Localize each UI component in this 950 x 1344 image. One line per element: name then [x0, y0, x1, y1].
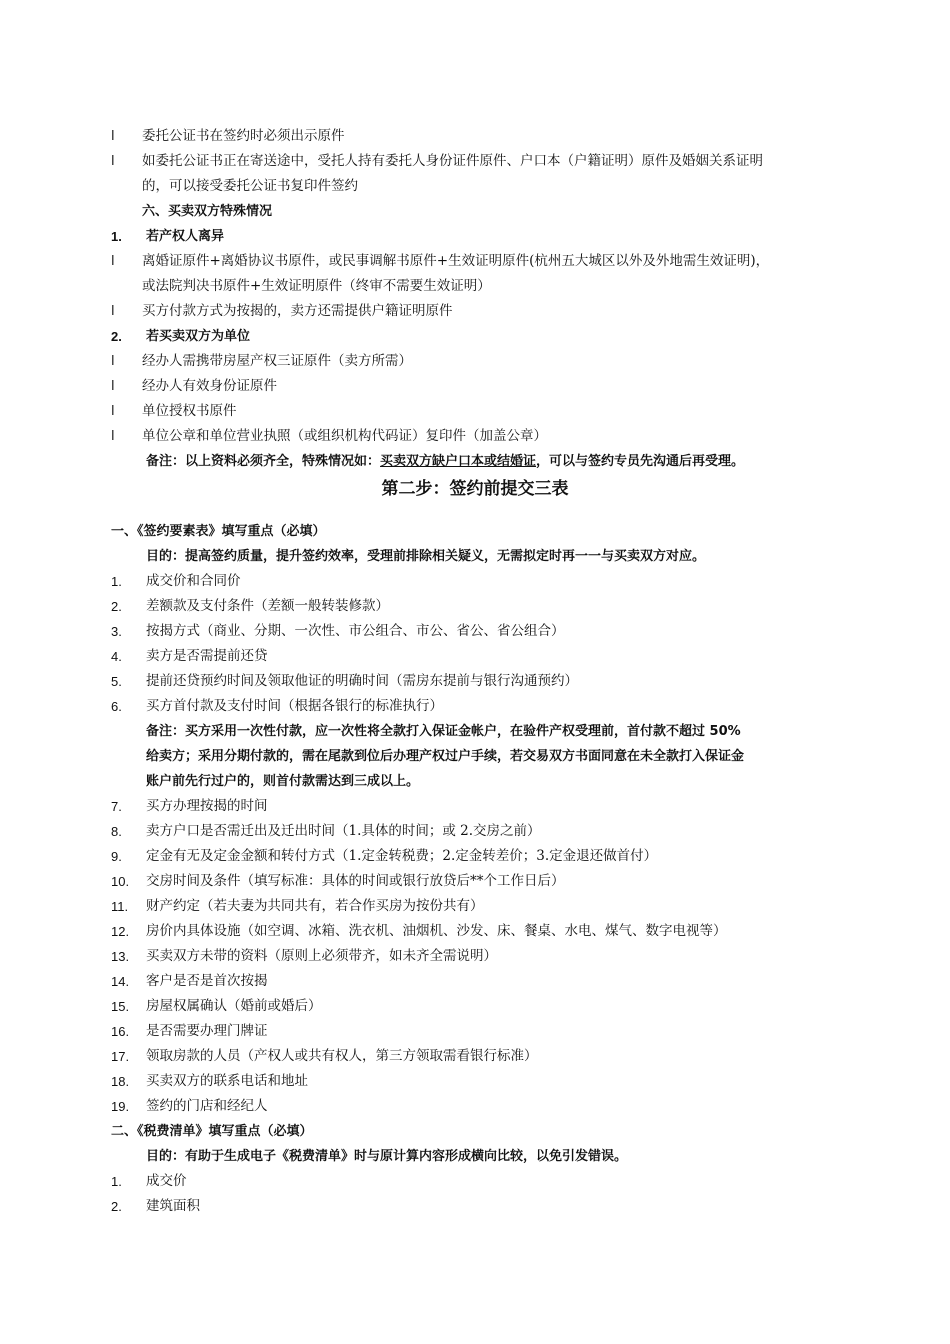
list-item-text: 买方付款方式为按揭的，卖方还需提供户籍证明原件 [142, 303, 453, 319]
item-text: 成交价 [146, 1173, 187, 1189]
item-number: 9. [111, 849, 122, 864]
item-number: 2. [111, 599, 122, 614]
item-number: 16. [111, 1024, 130, 1039]
bullet-marker: l [111, 379, 115, 394]
item-text: 卖方是否需提前还贷 [146, 648, 268, 664]
item-number: 18. [111, 1074, 130, 1089]
item-text: 买方首付款及支付时间（根据各银行的标准执行） [146, 698, 443, 714]
item-number: 5. [111, 674, 122, 689]
list-item-text: 或法院判决书原件+生效证明原件（终审不需要生效证明） [142, 278, 491, 294]
purpose-text: 目的：有助于生成电子《税费清单》时与原计算内容形成横向比较，以免引发错误。 [146, 1149, 628, 1164]
case-number: 1. [111, 229, 122, 244]
list-item-text: 的，可以接受委托公证书复印件签约 [142, 178, 358, 194]
item-number: 3. [111, 624, 122, 639]
note-prefix: 备注：以上资料必须齐全，特殊情况如： [146, 454, 381, 469]
bullet-marker: l [111, 129, 115, 144]
purpose-text: 目的：提高签约质量，提升签约效率，受理前排除相关疑义，无需拟定时再一一与买卖双方对应。 [146, 549, 706, 564]
item-number: 7. [111, 799, 122, 814]
item-text: 签约的门店和经纪人 [146, 1098, 268, 1114]
item-text: 房价内具体设施（如空调、冰箱、洗衣机、油烟机、沙发、床、餐桌、水电、煤气、数字电视等） [146, 923, 727, 939]
section-title: 一、《签约要素表》填写重点（必填） [111, 524, 326, 539]
item-number: 19. [111, 1099, 130, 1114]
item-number: 10. [111, 874, 130, 889]
list-item-text: 单位公章和单位营业执照（或组织机构代码证）复印件（加盖公章） [142, 428, 547, 444]
item-text: 财产约定（若夫妻为共同共有，若合作买房为按份共有） [146, 898, 484, 914]
bullet-marker: l [111, 404, 115, 419]
item-text: 房屋权属确认（婚前或婚后） [146, 998, 322, 1014]
item-number: 8. [111, 824, 122, 839]
item-text: 客户是否是首次按揭 [146, 973, 268, 989]
item-text: 买卖双方的联系电话和地址 [146, 1073, 308, 1089]
case-title: 若买卖双方为单位 [146, 329, 251, 344]
note-suffix: ，可以与签约专员先沟通后再受理。 [536, 454, 745, 469]
list-item-text: 离婚证原件+离婚协议书原件，或民事调解书原件+生效证明原件(杭州五大城区以外及外地需生效证明)， [142, 253, 770, 269]
note-text: 给卖方；采用分期付款的，需在尾款到位后办理产权过户手续，若交易双方书面同意在未全款打入保证金 [146, 749, 745, 764]
bullet-marker: l [111, 154, 115, 169]
item-text: 买卖双方未带的资料（原则上必须带齐，如未齐全需说明） [146, 948, 497, 964]
list-item-text: 委托公证书在签约时必须出示原件 [142, 128, 345, 144]
note-text: 账户前先行过户的，则首付款需达到三成以上。 [146, 774, 420, 789]
item-number: 13. [111, 949, 130, 964]
item-text: 买方办理按揭的时间 [146, 798, 268, 814]
case-title: 若产权人离异 [146, 229, 225, 244]
bullet-marker: l [111, 254, 115, 269]
item-number: 14. [111, 974, 130, 989]
item-text: 是否需要办理门牌证 [146, 1023, 268, 1039]
item-text: 交房时间及条件（填写标准：具体的时间或银行放贷后**个工作日后） [146, 873, 565, 889]
item-number: 15. [111, 999, 130, 1014]
list-item-text: 单位授权书原件 [142, 403, 237, 419]
item-text: 卖方户口是否需迁出及迁出时间（1.具体的时间；或 2.交房之前） [146, 823, 541, 839]
item-text: 定金有无及定金金额和转付方式（1.定金转税费；2.定金转差价；3.定金退还做首付） [146, 848, 658, 864]
item-number: 17. [111, 1049, 130, 1064]
item-text: 按揭方式（商业、分期、一次性、市公组合、市公、省公、省公组合） [146, 623, 565, 639]
bullet-marker: l [111, 429, 115, 444]
item-text: 差额款及支付条件（差额一般转装修款） [146, 598, 389, 614]
item-number: 2. [111, 1199, 122, 1214]
list-item-text: 如委托公证书正在寄送途中，受托人持有委托人身份证件原件、户口本（户籍证明）原件及婚姻关系证明 [142, 153, 763, 169]
case-number: 2. [111, 329, 122, 344]
item-text: 成交价和合同价 [146, 573, 241, 589]
item-number: 12. [111, 924, 130, 939]
section-title: 二、《税费清单》填写重点（必填） [111, 1124, 313, 1139]
list-item-text: 经办人需携带房屋产权三证原件（卖方所需） [142, 353, 412, 369]
section-title: 六、买卖双方特殊情况 [142, 204, 273, 219]
bullet-marker: l [111, 354, 115, 369]
item-text: 建筑面积 [146, 1198, 200, 1214]
note-text: 备注：买方采用一次性付款，应一次性将全款打入保证金帐户，在验件产权受理前，首付款不超过 50% [146, 724, 741, 739]
bullet-marker: l [111, 304, 115, 319]
item-number: 1. [111, 574, 122, 589]
note-text [146, 449, 744, 474]
item-number: 6. [111, 699, 122, 714]
item-text: 领取房款的人员（产权人或共有权人，第三方领取需看银行标准） [146, 1048, 538, 1064]
note-underlined: 买卖双方缺户口本或结婚证 [380, 454, 537, 469]
list-item-text: 经办人有效身份证原件 [142, 378, 277, 394]
item-number: 11. [111, 899, 129, 914]
page-title: 第二步：签约前提交三表 [381, 479, 569, 499]
item-number: 1. [111, 1174, 122, 1189]
item-text: 提前还贷预约时间及领取他证的明确时间（需房东提前与银行沟通预约） [146, 673, 578, 689]
item-number: 4. [111, 649, 122, 664]
